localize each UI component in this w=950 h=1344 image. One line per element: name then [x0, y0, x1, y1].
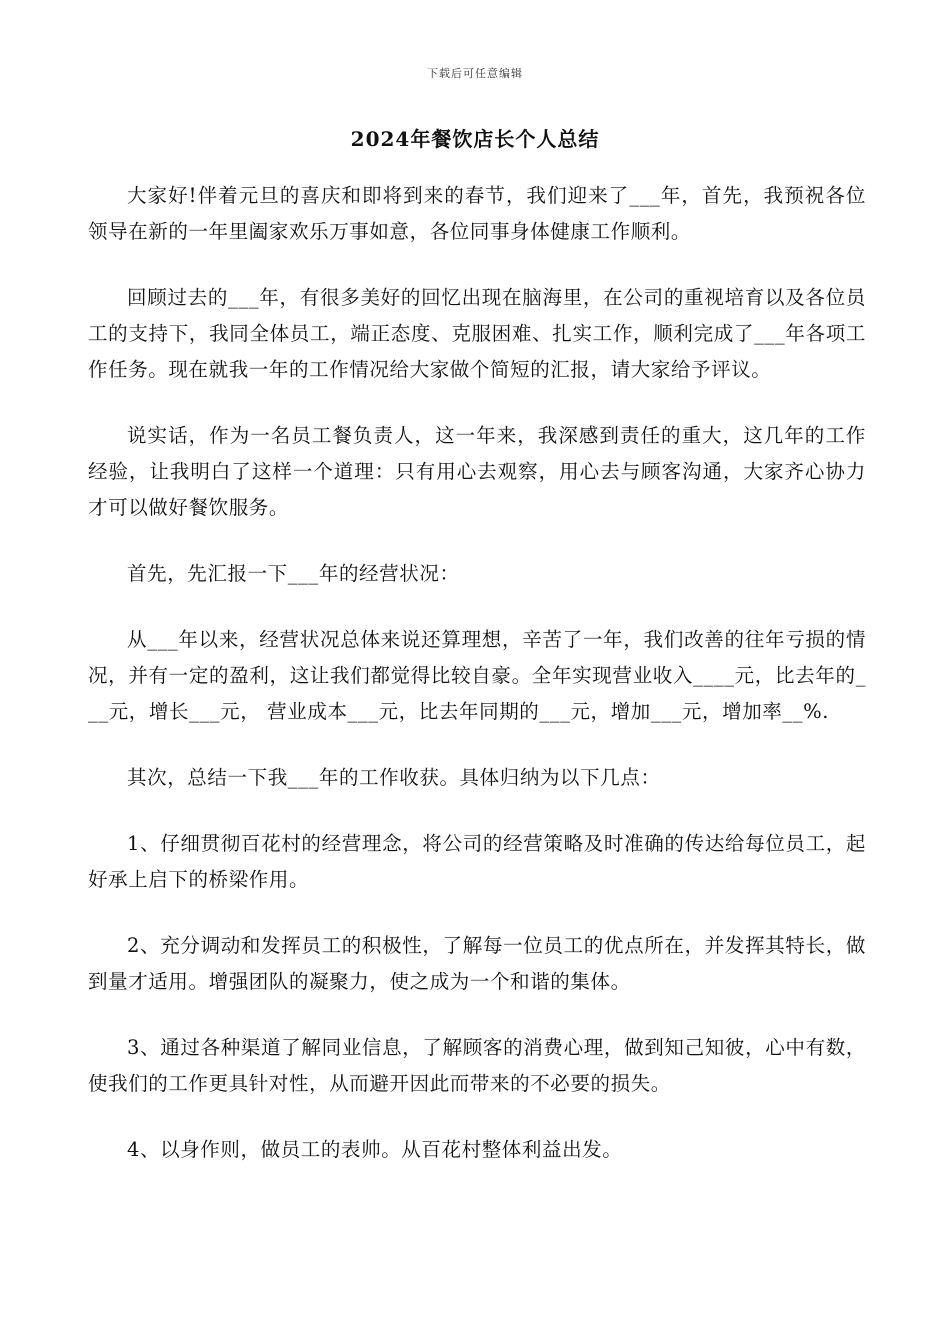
paragraph-gains-intro: 其次，总结一下我___年的工作收获。具体归纳为以下几点： — [127, 766, 661, 789]
paragraph-point-2: 2、充分调动和发挥员工的积极性，了解每一位员工的优点所在，并发挥其特长，做到量才适用。增强团队的凝聚力，使之成为一个和谐的集体。 — [88, 934, 866, 993]
paragraph-responsibility: 说实话，作为一名员工餐负责人，这一年来，我深感到责任的重大，这几年的工作经验，让我明白了这样一个道理：只有用心去观察，用心去与顾客沟通，大家齐心协力才可以做好餐饮服务。 — [88, 424, 866, 519]
paragraph-business-status: 从___年以来，经营状况总体来说还算理想，辛苦了一年，我们改善的往年亏损的情况，并有一定的盈利，这让我们都觉得比较自豪。全年实现营业收入____元，比去年的___元，增长___元， 营业成本___元，比去年同期的___元，增加___元，增加率__%. — [88, 628, 866, 723]
paragraph-point-4: 4、以身作则，做员工的表帅。从百花村整体利益出发。 — [127, 1138, 623, 1161]
header-note: 下载后可任意编辑 — [427, 67, 523, 80]
paragraph-point-3: 3、通过各种渠道了解同业信息，了解顾客的消费心理，做到知己知彼，心中有数，使我们的工作更具针对性，从而避开因此而带来的不必要的损失。 — [88, 1036, 866, 1095]
paragraph-business-intro: 首先，先汇报一下___年的经营状况： — [127, 562, 460, 585]
paragraph-point-1: 1、仔细贯彻百花村的经营理念，将公司的经营策略及时准确的传达给每位员工，起好承上启下的桥梁作用。 — [88, 832, 866, 891]
document-title: 2024年餐饮店长个人总结 — [350, 127, 600, 151]
document-body — [88, 178, 866, 1198]
paragraph-review: 回顾过去的___年，有很多美好的回忆出现在脑海里，在公司的重视培育以及各位员工的支持下，我同全体员工，端正态度、克服困难、扎实工作，顺利完成了___年各项工作任务。现在就我一年的工作情况给大家做个简短的汇报，请大家给予评议。 — [88, 286, 866, 381]
paragraph-greeting: 大家好!伴着元旦的喜庆和即将到来的春节，我们迎来了___年，首先，我预祝各位领导在新的一年里阖家欢乐万事如意，各位同事身体健康工作顺利。 — [88, 184, 866, 243]
